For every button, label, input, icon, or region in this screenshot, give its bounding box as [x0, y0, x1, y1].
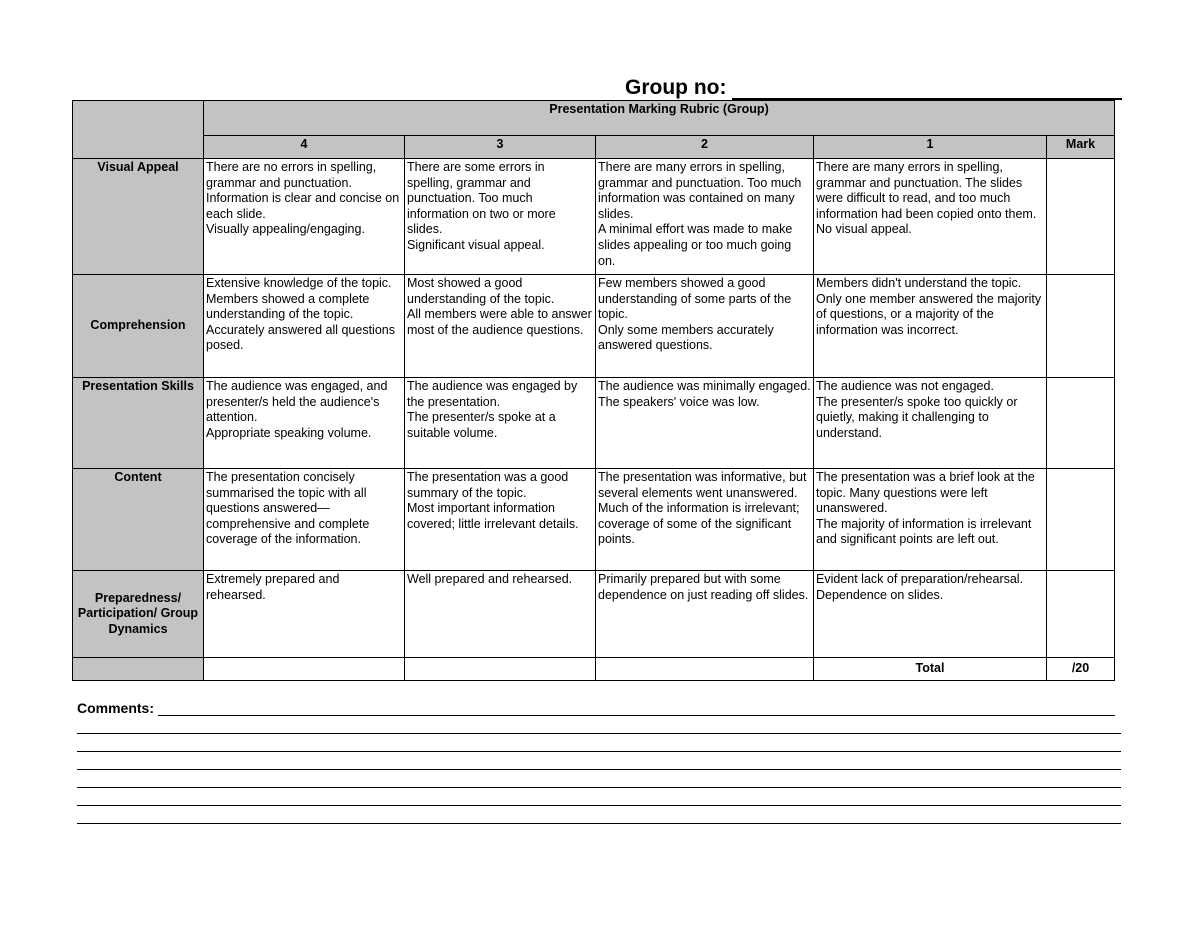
total-value[interactable]: /20 — [1047, 658, 1115, 681]
criterion-label: Comprehension — [73, 275, 204, 378]
group-number-field — [625, 76, 1122, 100]
mark-cell[interactable] — [1047, 275, 1115, 378]
rubric-row-presentation-skills — [73, 378, 1115, 469]
rubric-row-comprehension — [73, 275, 1115, 378]
comments-line[interactable] — [158, 701, 1115, 716]
descriptor-cell-2: The audience was minimally engaged. The speakers' voice was low. — [596, 378, 814, 469]
descriptor-cell-4: There are no errors in spelling, grammar and punctuation. Information is clear and concise on each slide. Visually appealing/engaging. — [204, 159, 405, 275]
group-number-blank[interactable] — [732, 76, 1122, 100]
criterion-label: Preparedness/ Participation/ Group Dynamics — [73, 571, 204, 658]
total-row-blank — [204, 658, 405, 681]
descriptor-cell-4: The audience was engaged, and presenter/s held the audience's attention. Appropriate speaking volume. — [204, 378, 405, 469]
mark-cell[interactable] — [1047, 378, 1115, 469]
group-number-label: Group no: — [625, 76, 727, 99]
comments-line[interactable] — [77, 770, 1121, 788]
comments-line[interactable] — [77, 806, 1121, 824]
descriptor-cell-1: Members didn't understand the topic. Only one member answered the majority of questions, or a majority of the information was incorrect. — [814, 275, 1047, 378]
descriptor-cell-1: Evident lack of preparation/rehearsal. Dependence on slides. — [814, 571, 1047, 658]
total-row-blank — [405, 658, 596, 681]
criteria-header-blank — [73, 101, 204, 159]
comments-label: Comments: — [77, 700, 155, 716]
descriptor-cell-2: Primarily prepared but with some dependence on just reading off slides. — [596, 571, 814, 658]
rubric-row-visual-appeal — [73, 159, 1115, 275]
score-header-1: 1 — [814, 136, 1047, 159]
mark-cell[interactable] — [1047, 159, 1115, 275]
comments-section — [77, 700, 1121, 824]
descriptor-cell-3: There are some errors in spelling, grammar and punctuation. Too much information on two or more slides. Significant visual appeal. — [405, 159, 596, 275]
mark-cell[interactable] — [1047, 571, 1115, 658]
score-header-2: 2 — [596, 136, 814, 159]
descriptor-cell-3: Well prepared and rehearsed. — [405, 571, 596, 658]
rubric-row-content — [73, 469, 1115, 571]
total-label: Total — [814, 658, 1047, 681]
descriptor-cell-3: The audience was engaged by the presentation. The presenter/s spoke at a suitable volume. — [405, 378, 596, 469]
descriptor-cell-2: Few members showed a good understanding of some parts of the topic. Only some members accurately answered questions. — [596, 275, 814, 378]
criterion-label: Content — [73, 469, 204, 571]
descriptor-cell-4: The presentation concisely summarised the topic with all questions answered—comprehensive and complete coverage of the information. — [204, 469, 405, 571]
criterion-label: Presentation Skills — [73, 378, 204, 469]
comments-line[interactable] — [77, 752, 1121, 770]
criterion-label: Visual Appeal — [73, 159, 204, 275]
descriptor-cell-2: There are many errors in spelling, grammar and punctuation. Too much information was contained on many slides. A minimal effort was made to make slides appealing or too much going on. — [596, 159, 814, 275]
comments-line[interactable] — [77, 788, 1121, 806]
comments-line[interactable] — [77, 734, 1121, 752]
descriptor-cell-4: Extensive knowledge of the topic. Members showed a complete understanding of the topic. Accurately answered all questions posed. — [204, 275, 405, 378]
mark-cell[interactable] — [1047, 469, 1115, 571]
descriptor-cell-1: The audience was not engaged. The presenter/s spoke too quickly or quietly, making it challenging to understand. — [814, 378, 1047, 469]
rubric-row-preparedness — [73, 571, 1115, 658]
descriptor-cell-2: The presentation was informative, but several elements went unanswered. Much of the information is irrelevant; coverage of some of the significant points. — [596, 469, 814, 571]
comments-line[interactable] — [77, 716, 1121, 734]
descriptor-cell-3: The presentation was a good summary of the topic. Most important information covered; little irrelevant details. — [405, 469, 596, 571]
rubric-title: Presentation Marking Rubric (Group) — [204, 101, 1115, 136]
rubric-total-row — [73, 658, 1115, 681]
total-row-blank — [73, 658, 204, 681]
score-header-3: 3 — [405, 136, 596, 159]
descriptor-cell-3: Most showed a good understanding of the topic. All members were able to answer most of the audience questions. — [405, 275, 596, 378]
total-row-blank — [596, 658, 814, 681]
descriptor-cell-1: The presentation was a brief look at the topic. Many questions were left unanswered. The majority of information is irrelevant and significant points are left out. — [814, 469, 1047, 571]
rubric-table — [72, 100, 1115, 681]
descriptor-cell-1: There are many errors in spelling, grammar and punctuation. The slides were difficult to read, and too much information had been copied onto them. No visual appeal. — [814, 159, 1047, 275]
mark-header: Mark — [1047, 136, 1115, 159]
descriptor-cell-4: Extremely prepared and rehearsed. — [204, 571, 405, 658]
score-header-4: 4 — [204, 136, 405, 159]
